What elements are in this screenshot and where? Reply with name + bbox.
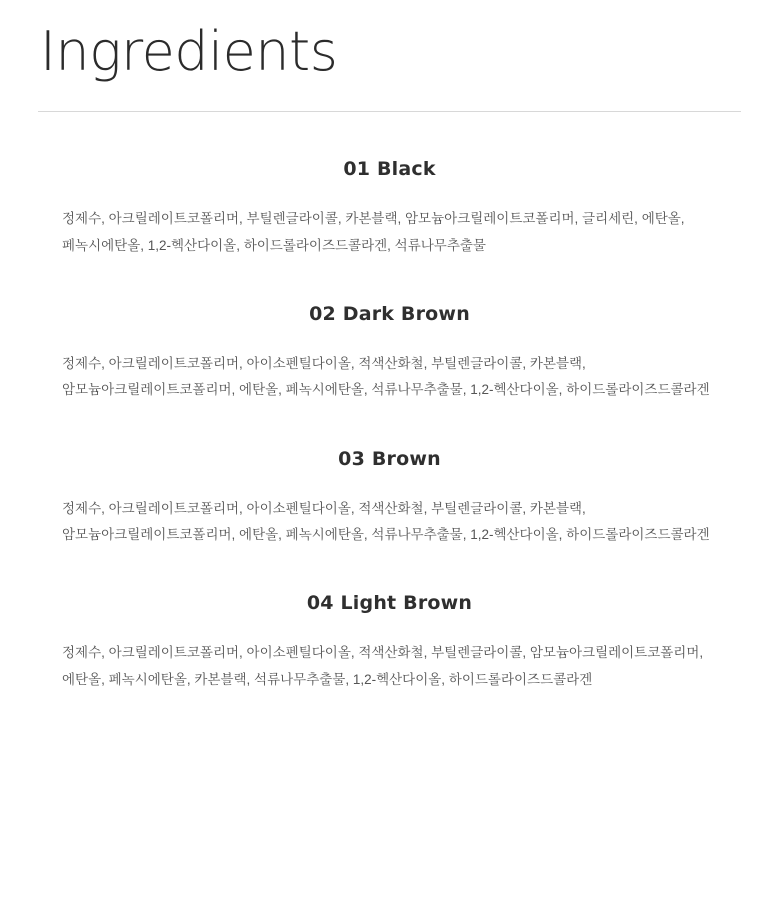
ingredient-list-text: 정제수, 아크릴레이트코폴리머, 아이소펜틸다이올, 적색산화철, 부틸렌글라이콜, 카본블랙, 암모늄아크릴레이트코폴리머, 에탄올, 페녹시에탄올, 석류나무추출물, 1,2-헥산다이올, 하이드롤라이즈드콜라겐 xyxy=(62,356,710,398)
ingredient-section xyxy=(38,592,741,693)
ingredient-section xyxy=(38,448,741,549)
ingredient-section xyxy=(38,303,741,404)
shade-heading: 01 Black xyxy=(343,158,436,181)
shade-heading: 03 Brown xyxy=(338,447,441,470)
ingredient-list-text: 정제수, 아크릴레이트코폴리머, 아이소펜틸다이올, 적색산화철, 부틸렌글라이콜, 카본블랙, 암모늄아크릴레이트코폴리머, 에탄올, 페녹시에탄올, 석류나무추출물, 1,2-헥산다이올, 하이드롤라이즈드콜라겐 xyxy=(62,500,710,542)
page-title: Ingredients xyxy=(40,20,338,83)
shade-heading: 04 Light Brown xyxy=(306,592,473,615)
ingredient-sections xyxy=(38,158,741,693)
title-divider xyxy=(38,111,741,112)
shade-heading: 02 Dark Brown xyxy=(309,303,470,326)
ingredient-list-text: 정제수, 아크릴레이트코폴리머, 아이소펜틸다이올, 적색산화철, 부틸렌글라이콜, 암모늄아크릴레이트코폴리머, 에탄올, 페녹시에탄올, 카본블랙, 석류나무추출물, 1,2-헥산다이올, 하이드롤라이즈드콜라겐 xyxy=(62,645,704,687)
ingredients-page xyxy=(0,22,779,920)
ingredient-list-text: 정제수, 아크릴레이트코폴리머, 부틸렌글라이콜, 카본블랙, 암모늄아크릴레이트코폴리머, 글리세린, 에탄올, 페녹시에탄올, 1,2-헥산다이올, 하이드롤라이즈드콜라겐, 석류나무추출물 xyxy=(62,211,685,253)
ingredient-section xyxy=(38,158,741,259)
